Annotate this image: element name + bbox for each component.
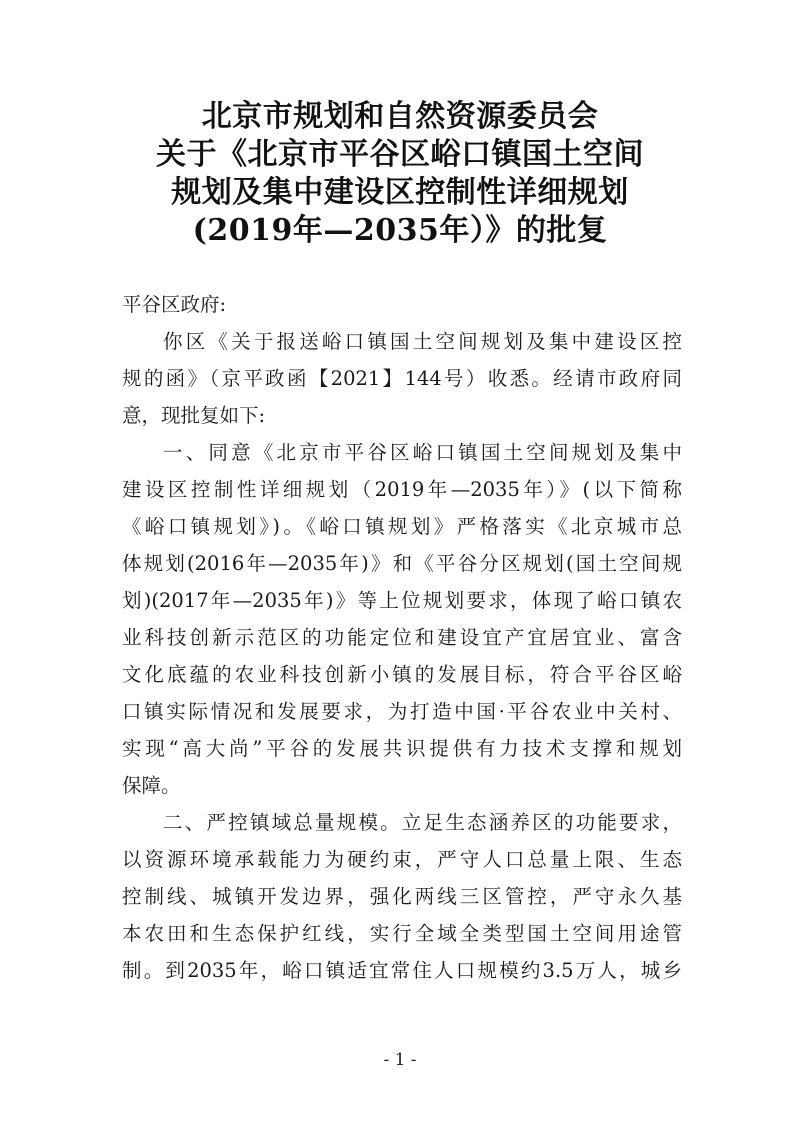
paragraph-line: 二、严控镇域总量规模。立足生态涵养区的功能要求， <box>163 811 682 834</box>
paragraph-line: 体规划(2016年—2035年)》和《平谷分区规划(国土空间规 <box>122 552 682 575</box>
paragraph-line: 建设区控制性详细规划（2019年—2035年）》(以下简称 <box>122 478 682 501</box>
paragraph-line: 实现“高大尚”平谷的发展共识提供有力技术支撑和规划 <box>122 737 682 760</box>
paragraph-line: 意，现批复如下: <box>122 404 266 427</box>
paragraph-line: 规的函》（京平政函【2021】144号）收悉。经请市政府同 <box>122 367 682 390</box>
title-line: 规划及集中建设区控制性详细规划 <box>171 175 629 210</box>
paragraph-line: 你区《关于报送峪口镇国土空间规划及集中建设区控 <box>163 330 682 353</box>
document-title <box>0 98 800 250</box>
paragraph-section-2 <box>122 804 682 989</box>
paragraph-line: 口镇实际情况和发展要求，为打造中国·平谷农业中关村、 <box>122 700 682 723</box>
paragraph-line: 划)(2017年—2035年)》等上位规划要求，体现了峪口镇农 <box>122 589 682 612</box>
title-line: 关于《北京市平谷区峪口镇国土空间 <box>156 137 644 172</box>
paragraph-line: 以资源环境承载能力为硬约束，严守人口总量上限、生态 <box>122 848 682 871</box>
paragraph-line: 制。到2035年，峪口镇适宜常住人口规模约3.5万人，城乡 <box>122 959 682 982</box>
paragraph-line: 业科技创新示范区的功能定位和建设宜产宜居宜业、富含 <box>122 626 682 649</box>
paragraph-section-1 <box>122 434 682 804</box>
paragraph-line: 一、同意《北京市平谷区峪口镇国土空间规划及集中 <box>163 441 682 464</box>
document-body <box>122 286 682 989</box>
paragraph-line: 文化底蕴的农业科技创新小镇的发展目标，符合平谷区峪 <box>122 663 682 686</box>
paragraph-line: 保障。 <box>122 774 181 797</box>
paragraph-line: 本农田和生态保护红线，实行全域全类型国土空间用途管 <box>122 922 682 945</box>
title-line: (2019年—2035年）》的批复 <box>192 213 608 248</box>
page-number: - 1 - <box>383 1050 417 1070</box>
paragraph-line: 《峪口镇规划》)。《峪口镇规划》严格落实《北京城市总 <box>122 515 682 538</box>
paragraph-line: 控制线、城镇开发边界，强化两线三区管控，严守永久基 <box>122 885 682 908</box>
paragraph-intro <box>122 323 682 434</box>
title-line: 北京市规划和自然资源委员会 <box>201 99 599 134</box>
salutation: 平谷区政府: <box>122 293 227 316</box>
